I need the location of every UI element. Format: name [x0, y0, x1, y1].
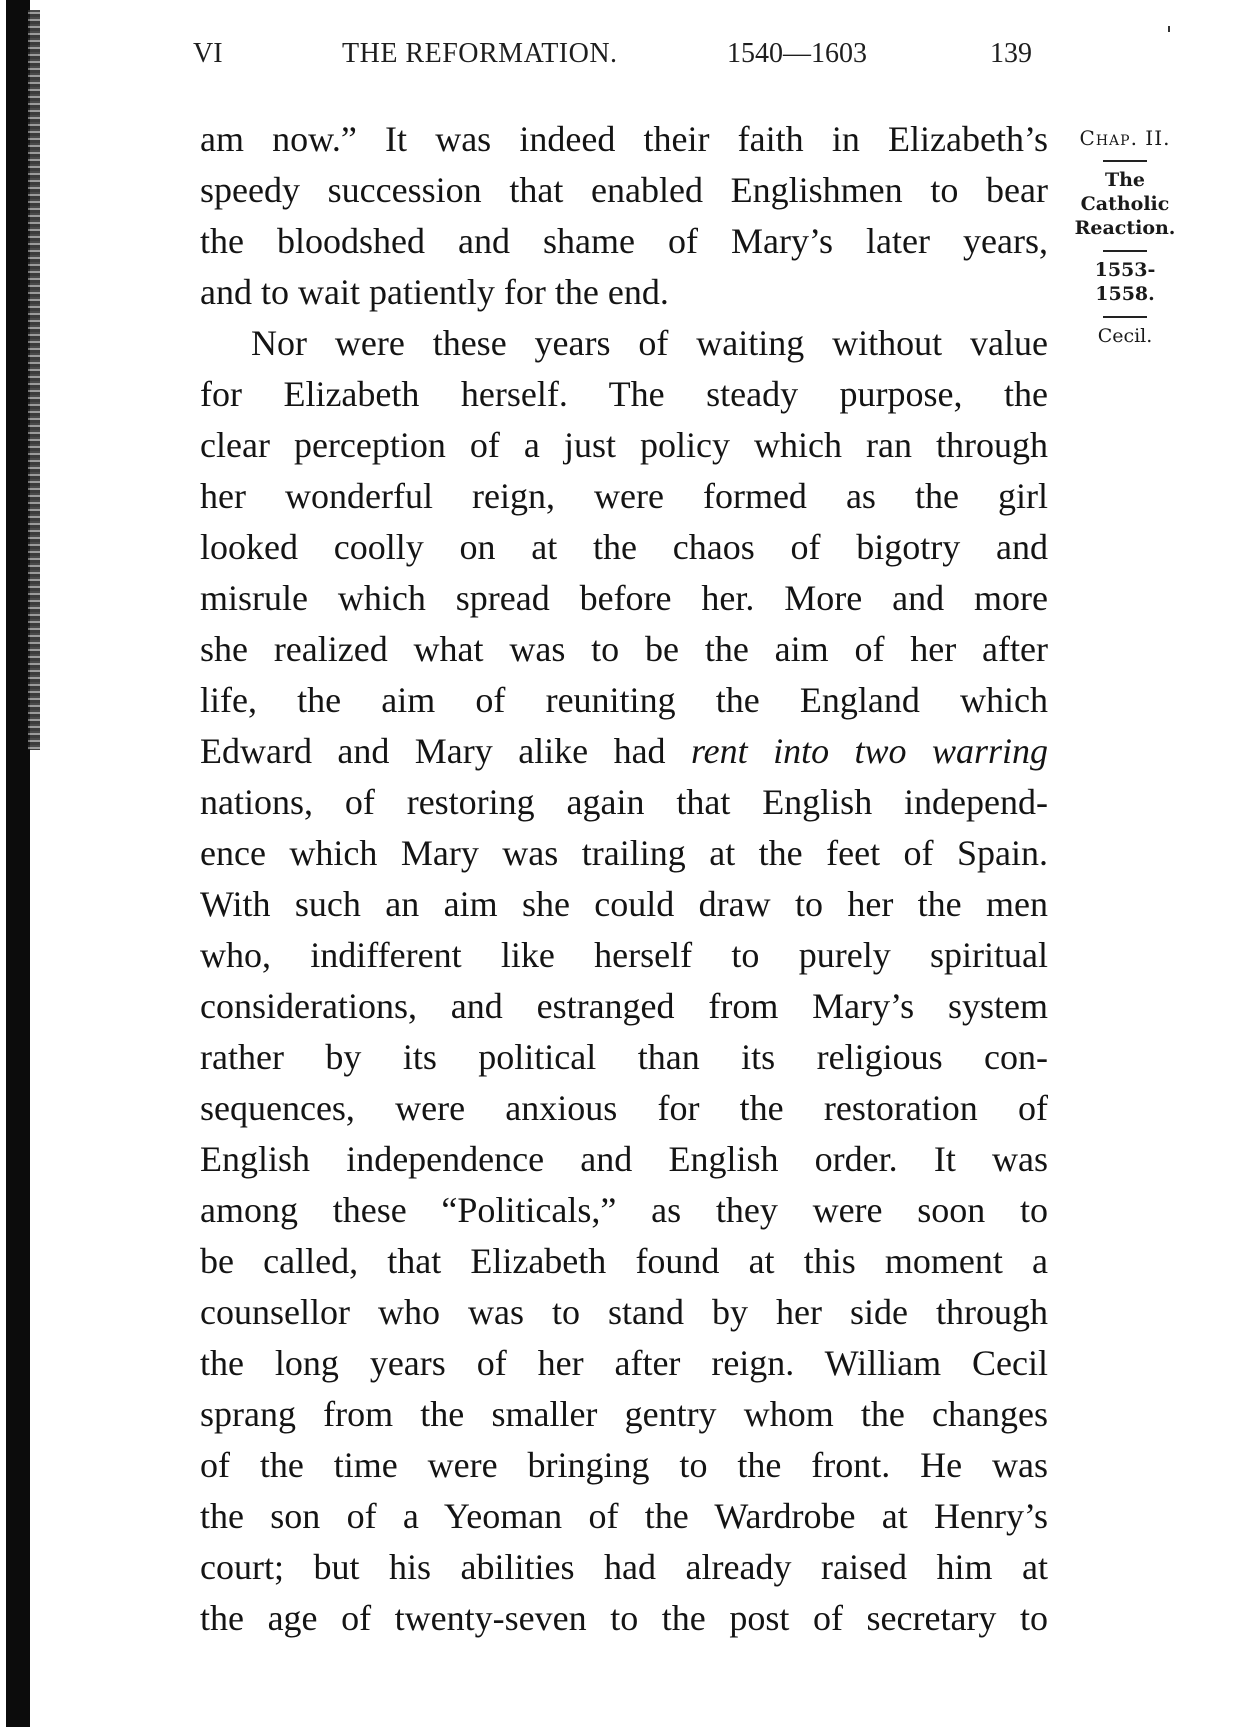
text-line: and to wait patiently for the end. [200, 272, 669, 312]
margin-topic-line: Catholic [1080, 193, 1170, 215]
text-line-italic [200, 726, 1048, 777]
header-title: THE REFORMATION. [342, 38, 618, 69]
text-line: With such an aim she could draw to her the men [200, 884, 1048, 924]
text-line: sprang from the smaller gentry whom the changes [200, 1394, 1048, 1434]
text-line: looked coolly on at the chaos of bigotry and [200, 527, 1048, 567]
book-binding-edge [6, 0, 30, 1727]
text-line: am now.” It was indeed their faith in Elizabeth’s [200, 119, 1048, 159]
text-line: who, indifferent like herself to purely spiritual [200, 935, 1048, 975]
header-years: 1540—1603 [727, 38, 867, 69]
margin-rule [1103, 250, 1147, 252]
margin-topic-line: The [1104, 169, 1146, 191]
text-line: life, the aim of reuniting the England which [200, 680, 1048, 720]
text-line: the bloodshed and shame of Mary’s later years, [200, 221, 1048, 261]
scan-speck [1168, 26, 1170, 32]
text-line: court; but his abilities had already raised him at [200, 1547, 1048, 1587]
margin-rule [1103, 160, 1147, 162]
text-line: ence which Mary was trailing at the feet of Spain. [200, 833, 1048, 873]
italic-phrase: rent into two warring [691, 731, 1048, 771]
text-line: the age of twenty-seven to the post of secretary to [200, 1598, 1048, 1638]
text-line: rather by its political than its religious con- [200, 1037, 1048, 1077]
text-line: counsellor who was to stand by her side through [200, 1292, 1048, 1332]
text-line: her wonderful reign, were formed as the girl [200, 476, 1048, 516]
margin-rule [1103, 316, 1147, 318]
text-line: sequences, were anxious for the restoration of [200, 1088, 1048, 1128]
text-line: Nor were these years of waiting without value [251, 323, 1048, 363]
margin-chapter: Chap. II. [1079, 126, 1171, 150]
text-line: the son of a Yeoman of the Wardrobe at Henry’s [200, 1496, 1048, 1536]
text-line: for Elizabeth herself. The steady purpose, the [200, 374, 1048, 414]
text-line: the long years of her after reign. William Cecil [200, 1343, 1048, 1383]
margin-subject: Cecil. [1097, 325, 1153, 347]
text-line: be called, that Elizabeth found at this moment a [200, 1241, 1048, 1281]
text-line: speedy succession that enabled Englishmen to bear [200, 170, 1048, 210]
text-line: clear perception of a just policy which ran through [200, 425, 1048, 465]
text-line: she realized what was to be the aim of her after [200, 629, 1048, 669]
margin-notes [1065, 126, 1185, 348]
margin-topic-line: Reaction. [1074, 217, 1176, 239]
text-line: English independence and English order. It was [200, 1139, 1048, 1179]
page-number: 139 [990, 38, 1032, 69]
text-line-segment: Edward and Mary alike had [200, 731, 691, 771]
header-section-number: VI [193, 38, 223, 69]
text-line: nations, of restoring again that English independ- [200, 782, 1048, 822]
text-line: considerations, and estranged from Mary’s system [200, 986, 1048, 1026]
text-line: among these “Politicals,” as they were soon to [200, 1190, 1048, 1230]
margin-dates: 1553-1558. [1094, 259, 1156, 305]
text-line: misrule which spread before her. More and more [200, 578, 1048, 618]
body-text [200, 114, 1048, 1644]
text-line: of the time were bringing to the front. He was [200, 1445, 1048, 1485]
running-header [0, 38, 1245, 78]
